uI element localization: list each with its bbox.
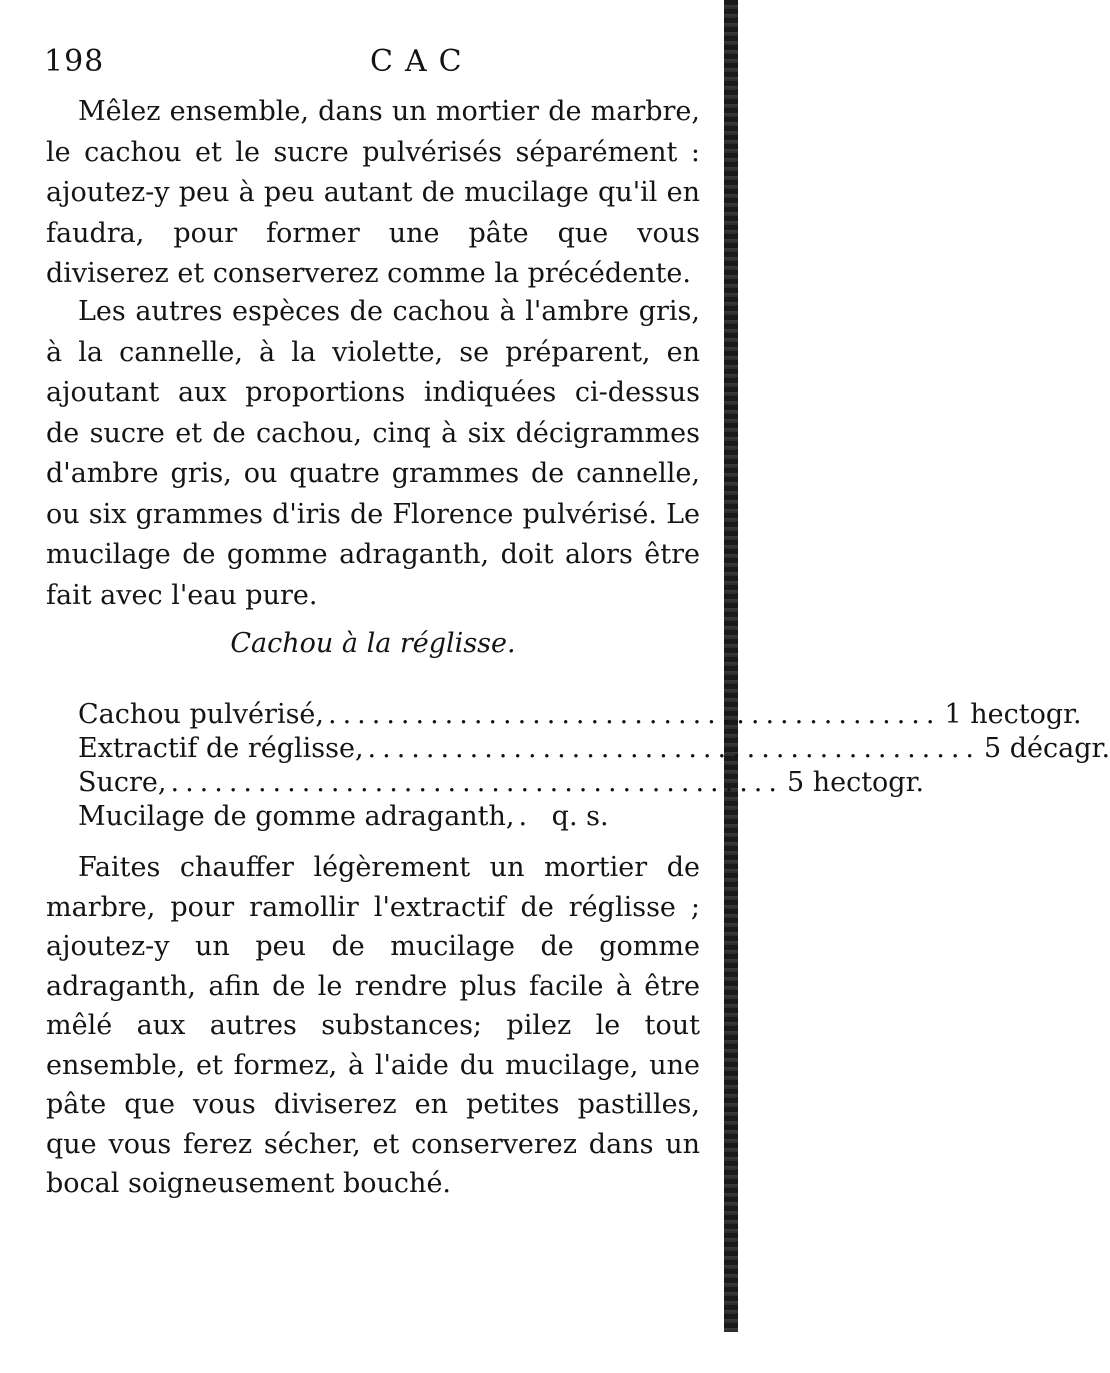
ingredient-row xyxy=(78,698,1082,732)
ingredient-name: Mucilage de gomme adraganth, xyxy=(78,801,515,832)
paragraph-other-varieties: Les autres espèces de cachou à l'ambre gris, à la cannelle, à la violette, se préparent, en ajoutant aux proportions indiquées ci-dessus de sucre et de cachou, cinq à six décigrammes d'ambre gris, ou quatre grammes de cannelle, ou six grammes d'iris de Florence pulvérisé. Le mucilage de gomme adraganth, doit alors être fait avec l'eau pure. xyxy=(46,296,700,611)
dot-leader: .......................................... xyxy=(328,699,941,730)
dot-leader: .......................................... xyxy=(170,767,783,798)
paragraph-mix-instructions: Mêlez ensemble, dans un mortier de marbre, le cachou et le sucre pulvérisés séparément : ajoutez-y peu à peu autant de mucilage qu'il en faudra, pour former une pâte que vous diviserez et conserverez comme la précédente. xyxy=(46,96,700,289)
ingredient-row xyxy=(78,766,925,800)
paragraph-recipe-instructions: Faites chauffer légèrement un mortier de marbre, pour ramollir l'extractif de réglisse ; ajoutez-y un peu de mucilage de gomme adraganth, afin de le rendre plus facile à être mêlé aux autres substances; pilez le tout ensemble, et formez, à l'aide du mucilage, une pâte que vous diviserez en petites pastilles, que vous ferez sécher, et conserverez dans un bocal soigneusement bouché. xyxy=(46,852,700,1199)
ingredient-quantity: 1 hectogr. xyxy=(944,699,1082,730)
ingredient-name: Sucre, xyxy=(78,767,167,798)
page-edge-rule xyxy=(724,0,738,1332)
ingredient-name: Cachou pulvérisé, xyxy=(78,699,324,730)
ingredient-name: Extractif de réglisse, xyxy=(78,733,364,764)
ingredient-row xyxy=(78,800,700,834)
page-header xyxy=(44,44,704,88)
recipe-title: Cachou à la réglisse. xyxy=(230,628,516,659)
ingredient-quantity: q. s. xyxy=(551,801,609,832)
ingredient-quantity: 5 hectogr. xyxy=(786,767,925,798)
running-head: CAC xyxy=(370,44,474,79)
dot-leader: .......................................... xyxy=(367,733,980,764)
page-number: 198 xyxy=(44,44,105,79)
dot-leader: . xyxy=(518,801,548,832)
ingredient-list xyxy=(78,698,1110,834)
ingredient-quantity: 5 décagr. xyxy=(984,733,1110,764)
ingredient-row xyxy=(78,732,1110,766)
